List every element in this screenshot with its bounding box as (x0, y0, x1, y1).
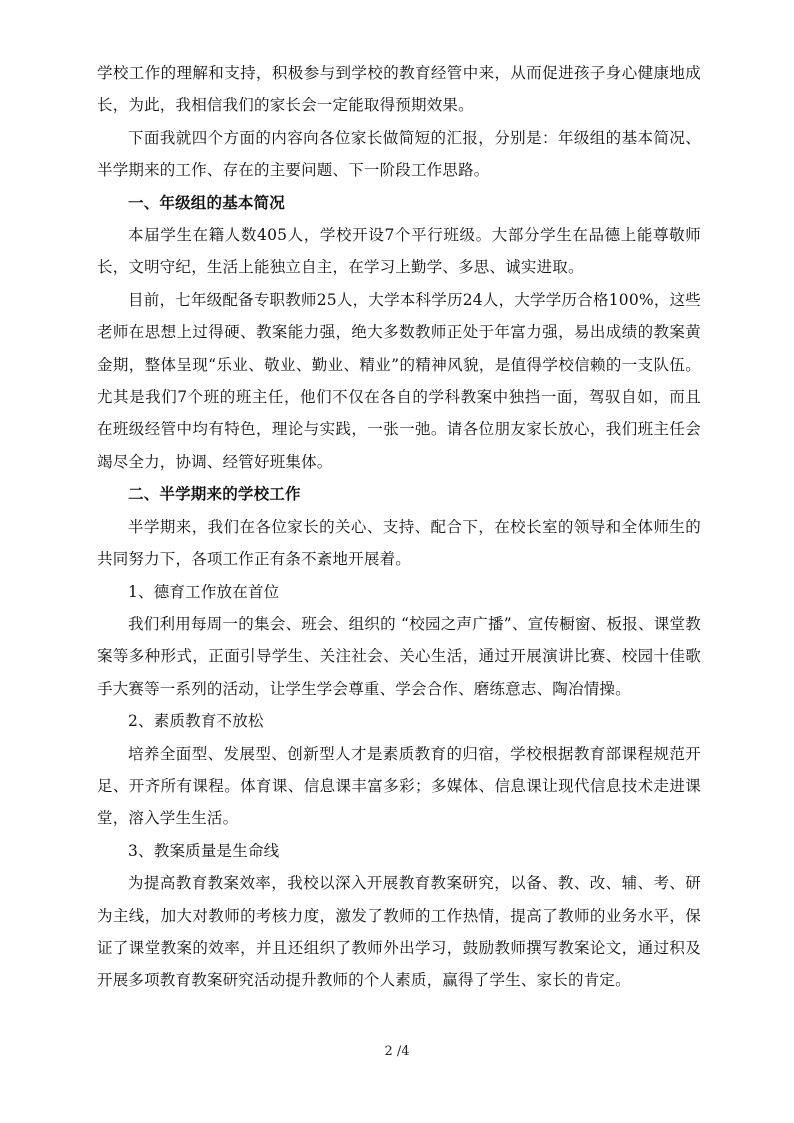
paragraph-teaching-quality: 为提高教育教案效率，我校以深入开展教育教案研究，以备、教、改、辅、考、研为主线，加大对教师的考核力度，激发了教师的工作热情，提高了教师的业务水平，保证了课堂教案的效率，并且还组织了教师外出学习，鼓励教师撰写教案论文，通过积及开展多项教育教案研究活动提升教师的个人素质，赢得了学生、家长的肯定。 (97, 874, 701, 990)
paragraph-report-outline: 下面我就四个方面的内容向各位家长做简短的汇报，分别是：年级组的基本简况、半学期来的工作、存在的主要问题、下一阶段工作思路。 (97, 128, 701, 180)
subheading-quality-education: 2、素质教育不放松 (128, 712, 264, 731)
paragraph-half-term-intro: 半学期来，我们在各位家长的关心、支持、配合下，在校长室的领导和全体师生的共同努力下，各项工作正有条不紊地开展着。 (97, 517, 701, 569)
subheading-moral-education: 1、德育工作放在首位 (128, 582, 280, 601)
page-number: 2 /4 (384, 1044, 410, 1059)
paragraph-moral-education: 我们利用每周一的集会、班会、组织的 “校园之声广播”、宣传橱窗、板报、课堂教案等多种形式，正面引导学生、关注社会、关心生活，通过开展演讲比赛、校园十佳歌手大赛等一系列的活动，让学生学会尊重、学会合作、磨练意志、陶冶情操。 (97, 614, 701, 698)
section-heading-grade-overview: 一、年级组的基本简况 (128, 192, 286, 212)
paragraph-quality-education: 培养全面型、发展型、创新型人才是素质教育的归宿，学校根据教育部课程规范开足、开齐所有课程。体育课、信息课丰富多彩；多媒体、信息课让现代信息技术走进课堂，溶入学生生活。 (97, 744, 701, 828)
section-heading-half-term-work: 二、半学期来的学校工作 (128, 484, 301, 504)
document-page (97, 57, 701, 997)
paragraph-teacher-overview: 目前，七年级配备专职教师25人，大学本科学历24人，大学学历合格100%，这些老师在思想上过得硬、教案能力强，绝大多数教师正处于年富力强，易出成绩的教案黄金期，整体呈现“乐业、敬业、勤业、精业”的精神风貌，是值得学校信赖的一支队伍。尤其是我们7个班的班主任，他们不仅在各自的学科教案中独挡一面，驾驭自如，而且在班级经管中均有特色，理论与实践，一张一弛。请各位朋友家长放心，我们班主任会竭尽全力，协调、经管好班集体。 (97, 290, 701, 471)
paragraph-student-overview: 本届学生在籍人数405人，学校开设7个平行班级。大部分学生在品德上能尊敬师长，文明守纪，生活上能独立自主，在学习上勤学、多思、诚实进取。 (97, 226, 701, 277)
subheading-teaching-quality: 3、教案质量是生命线 (128, 841, 280, 860)
paragraph-continuation: 学校工作的理解和支持，积极参与到学校的教育经管中来，从而促进孩子身心健康地成长，为此，我相信我们的家长会一定能取得预期效果。 (97, 64, 701, 115)
